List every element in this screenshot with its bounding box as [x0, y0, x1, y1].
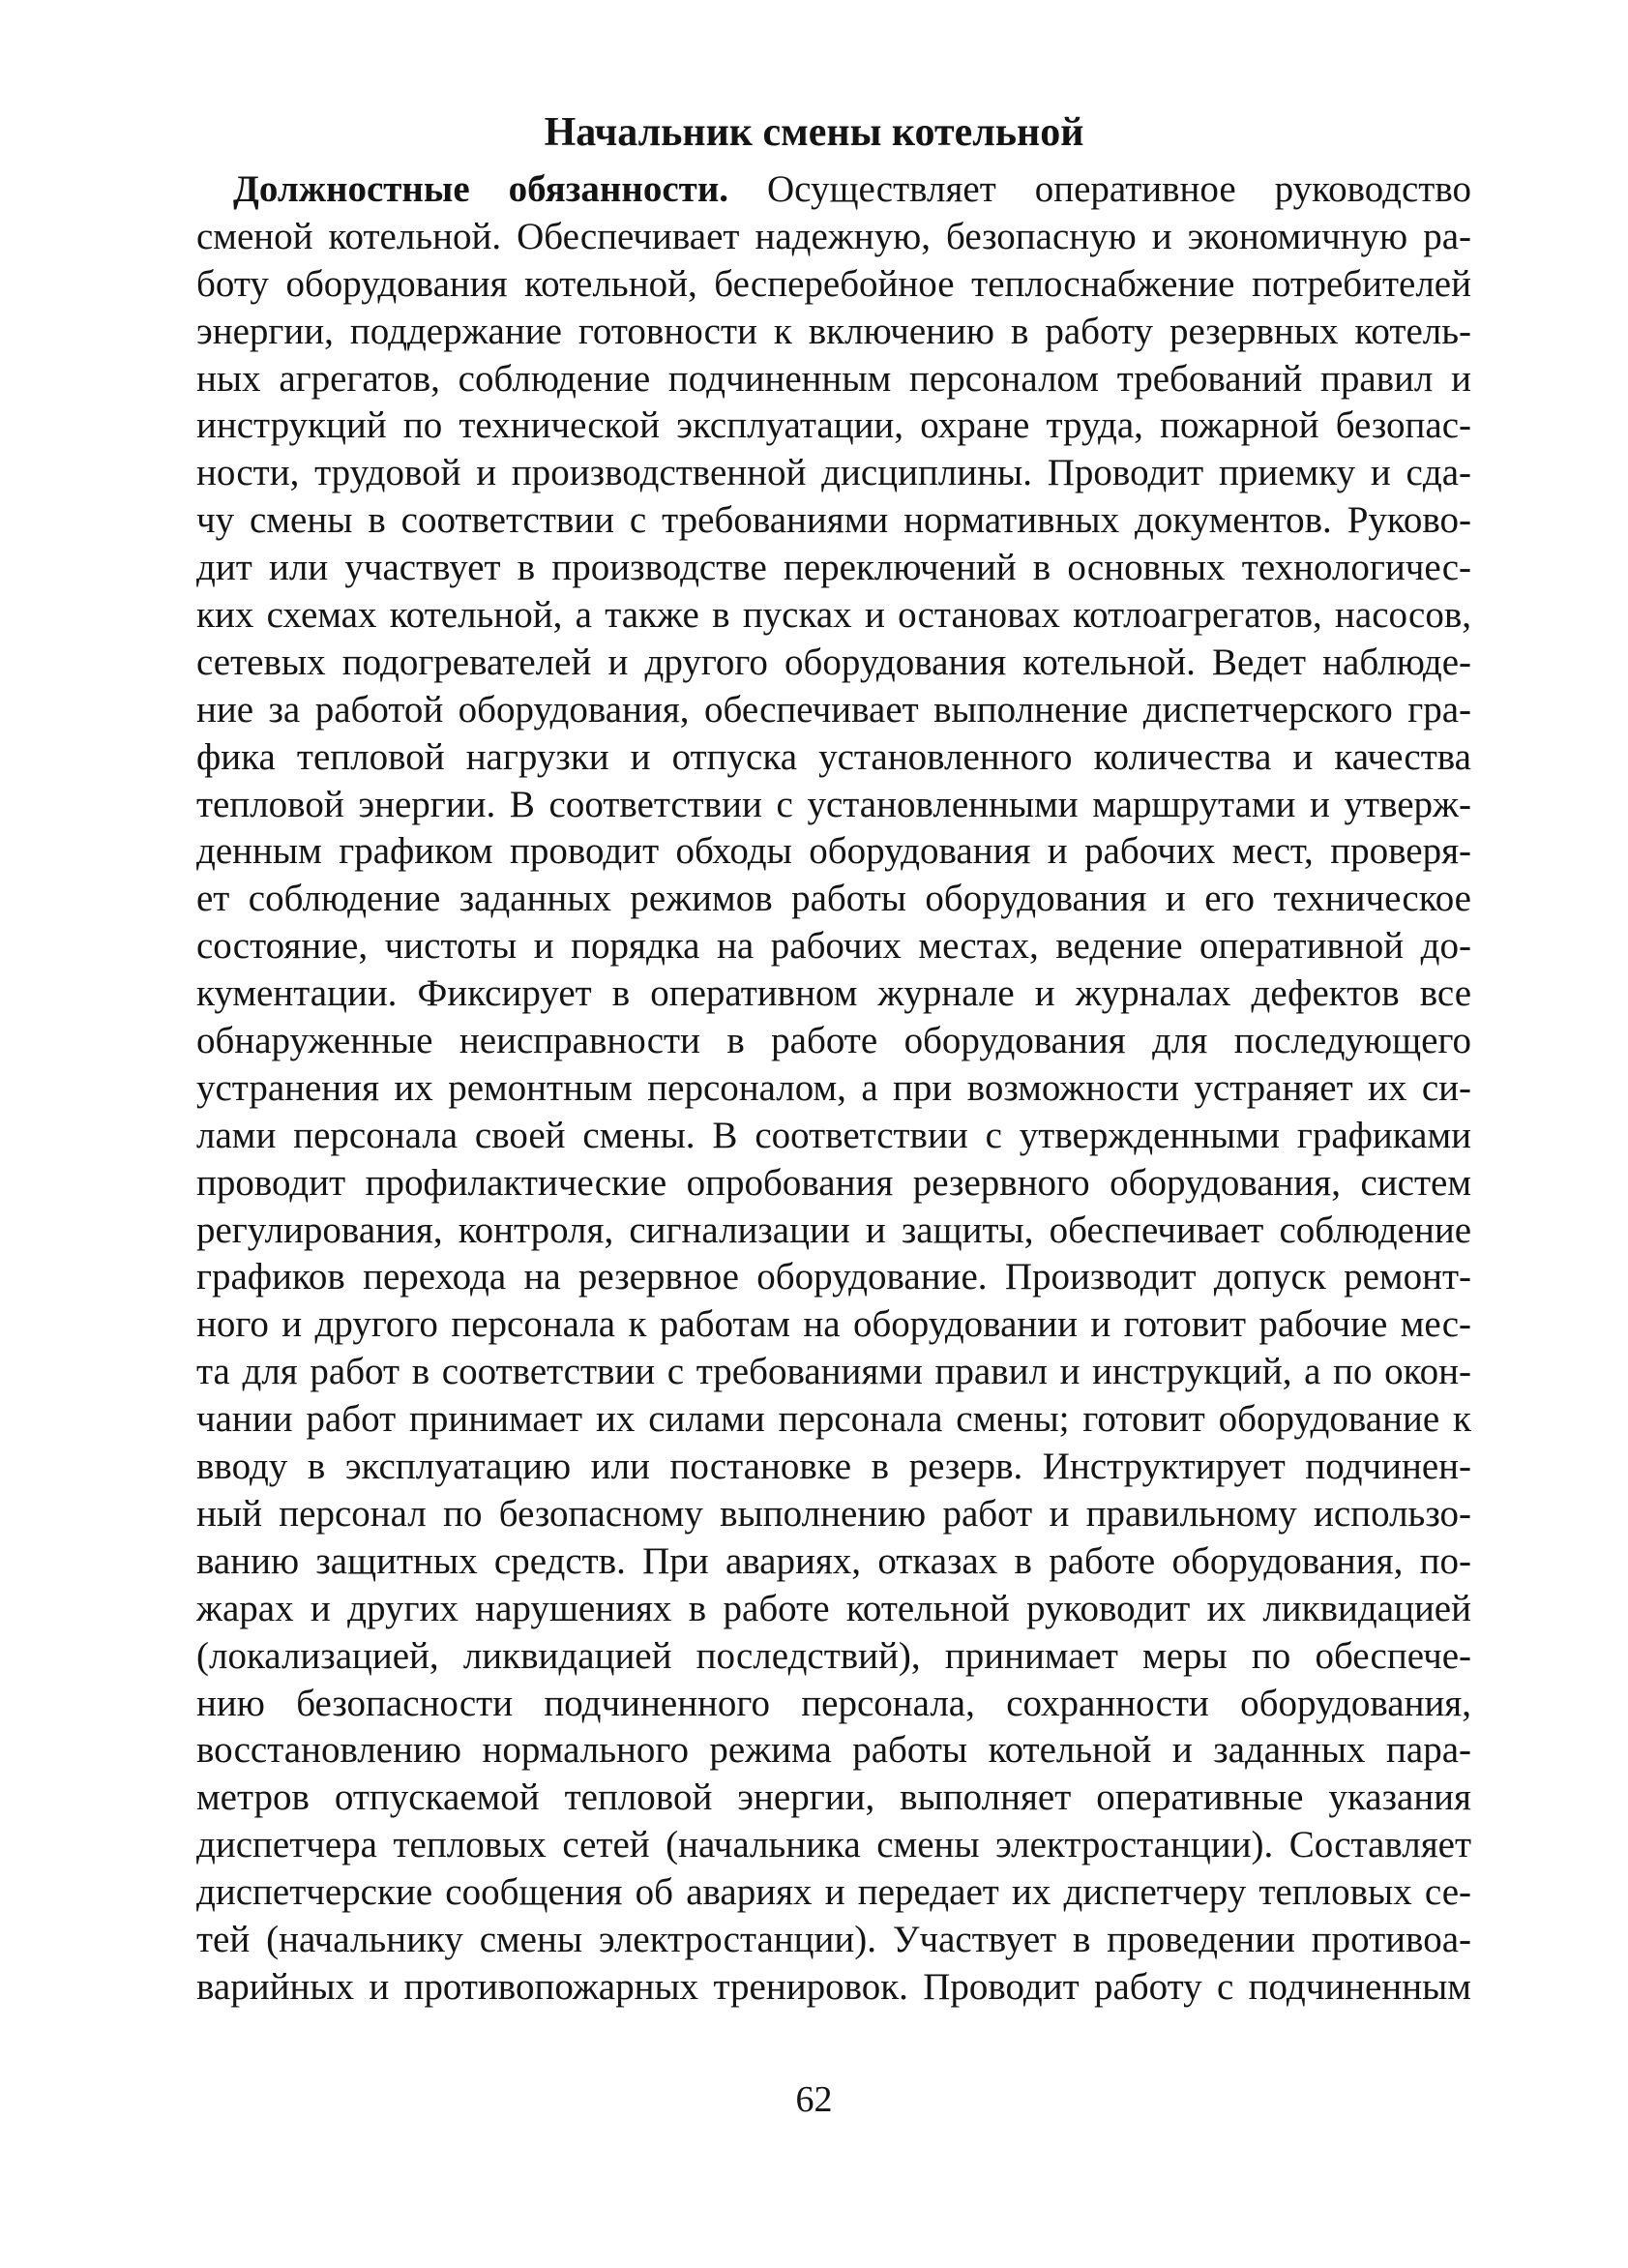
text-line: ных агрегатов, соблюдение подчиненным персоналом требований правил и: [196, 357, 1471, 400]
text-line: чании работ принимает их силами персонала смены; готовит оборудование к: [196, 1398, 1471, 1441]
text-line: тей (начальнику смены электростанции). Участвует в проведении противоа-: [196, 1918, 1471, 1960]
text-line: чу смены в соответствии с требованиями нормативных документов. Руково-: [196, 499, 1471, 542]
text-line: боту оборудования котельной, бесперебойное теплоснабжение потребителей: [196, 262, 1471, 305]
text-line: обнаруженные неисправности в работе оборудования для последующего: [196, 1020, 1471, 1062]
text-line: ности, трудовой и производственной дисциплины. Проводит приемку и сда-: [196, 452, 1471, 494]
text-line: ние за работой оборудования, обеспечивает выполнение диспетчерского гра-: [196, 688, 1471, 731]
text-line: сетевых подогревателей и другого оборудования котельной. Ведет наблюде-: [196, 641, 1471, 683]
text-line: ный персонал по безопасному выполнению работ и правильному использо-: [196, 1492, 1471, 1535]
text-line: диспетчера тепловых сетей (начальника смены электростанции). Составляет: [196, 1824, 1471, 1866]
text-line: ванию защитных средств. При авариях, отказах в работе оборудования, по-: [196, 1539, 1471, 1582]
text-line: кументации. Фиксирует в оперативном журнале и журналах дефектов все: [196, 972, 1471, 1015]
text-line: та для работ в соответствии с требованиями правил и инструкций, а по окон-: [196, 1351, 1471, 1393]
text-line: фика тепловой нагрузки и отпуска установленного количества и качества: [196, 735, 1471, 778]
text-line: дит или участвует в производстве переключений в основных технологичес-: [196, 547, 1471, 589]
text-line: денным графиком проводит обходы оборудования и рабочих мест, проверя-: [196, 830, 1471, 873]
text-line: состояние, чистоты и порядка на рабочих местах, ведение оперативной до-: [196, 925, 1471, 968]
text-line: [196, 166, 1471, 214]
text-line: вводу в эксплуатацию или постановке в резерв. Инструктирует подчинен-: [196, 1446, 1471, 1488]
text-line: ет соблюдение заданных режимов работы оборудования и его техническое: [196, 878, 1471, 920]
text-line: графиков перехода на резервное оборудование. Производит допуск ремонт-: [196, 1256, 1471, 1298]
text-line: сменой котельной. Обеспечивает надежную, безопасную и экономичную ра-: [196, 215, 1471, 257]
text-line: устранения их ремонтным персоналом, а при возможности устраняет их си-: [196, 1066, 1471, 1109]
text-line: проводит профилактические опробования резервного оборудования, систем: [196, 1161, 1471, 1204]
text-line: (локализацией, ликвидацией последствий), принимает меры по обеспече-: [196, 1634, 1471, 1677]
text-line-content: Осуществляет оперативное руководство: [728, 168, 1471, 210]
text-line: нию безопасности подчиненного персонала, сохранности оборудования,: [196, 1682, 1471, 1724]
page-number: 62: [795, 2079, 833, 2120]
text-line: диспетчерские сообщения об авариях и передает их диспетчеру тепловых се-: [196, 1871, 1471, 1914]
text-line: жарах и других нарушениях в работе котельной руководит их ликвидацией: [196, 1587, 1471, 1629]
text-line: инструкций по технической эксплуатации, охране труда, пожарной безопас-: [196, 404, 1471, 447]
page-title: Начальник смены котельной: [544, 110, 1084, 155]
text-line: энергии, поддержание готовности к включению в работу резервных котель-: [196, 310, 1471, 352]
text-line: лами персонала своей смены. В соответствии с утвержденными графиками: [196, 1114, 1471, 1156]
text-line: восстановлению нормального режима работы котельной и заданных пара-: [196, 1729, 1471, 1772]
text-line: ких схемах котельной, а также в пусках и остановах котлоагрегатов, насосов,: [196, 594, 1471, 637]
text-line: ного и другого персонала к работам на оборудовании и готовит рабочие мес-: [196, 1303, 1471, 1346]
text-line: метров отпускаемой тепловой энергии, выполняет оперативные указания: [196, 1776, 1471, 1819]
text-line: варийных и противопожарных тренировок. Проводит работу с подчиненным: [196, 1965, 1471, 2008]
text-line: тепловой энергии. В соответствии с установленными маршрутами и утверж-: [196, 783, 1471, 825]
body-text: [196, 166, 1471, 2012]
lead-heading: Должностные обязанности.: [233, 168, 729, 210]
text-line: регулирования, контроля, сигнализации и защиты, обеспечивает соблюдение: [196, 1209, 1471, 1251]
